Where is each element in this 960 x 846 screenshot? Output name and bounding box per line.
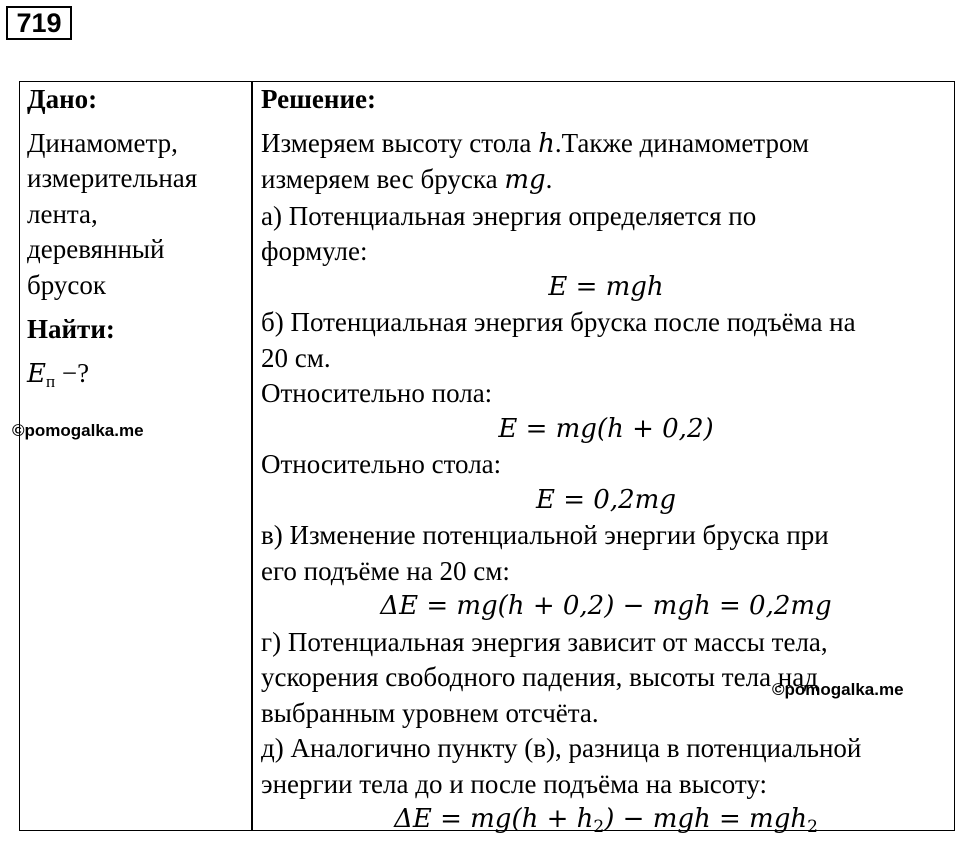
given-header: Дано:: [27, 84, 98, 114]
given-line: деревянный: [27, 234, 165, 264]
formula-subscript: 2: [807, 817, 818, 837]
solution-text-line: Относительно стола:: [261, 449, 502, 479]
find-expression: [27, 356, 247, 400]
formula-part: ΔE = mg(h + h: [394, 804, 594, 834]
solution-text-line: формуле:: [261, 236, 368, 266]
solution-text-line: выбранным уровнем отсчёта.: [261, 697, 599, 728]
solution-text-line: его подъёме на 20 см:: [261, 555, 510, 586]
problem-number: 719: [6, 6, 72, 40]
formula-subscript: 2: [593, 817, 605, 837]
solution-text-line: [261, 162, 951, 199]
watermark: ©pomogalka.me: [772, 680, 904, 699]
solution-text-line: Относительно пола:: [261, 378, 493, 408]
watermark: ©pomogalka.me: [12, 421, 144, 440]
find-subscript: п: [45, 371, 56, 391]
formula: [261, 802, 951, 846]
given-column: [27, 81, 247, 399]
text-span: измеряем вес бруска: [261, 164, 505, 194]
solution-column: [261, 81, 951, 846]
math-var: h: [538, 128, 555, 159]
find-question: −?: [55, 357, 90, 388]
column-divider: [251, 81, 253, 831]
formula: E = 0,2mg: [536, 484, 676, 515]
solution-text-line: ускорения свободного падения, высоты тела над: [261, 662, 818, 692]
solution-text-line: д) Аналогично пункту (в), разница в потенциальной: [261, 733, 862, 763]
solution-text-line: [261, 126, 951, 163]
text-span: .: [545, 164, 553, 194]
formula: ΔE = mg(h + 0,2) − mgh = 0,2mg: [380, 591, 832, 621]
solution-text-line: б) Потенциальная энергия бруска после подъёма на: [261, 307, 856, 337]
formula-part: ) − mgh = mgh: [604, 804, 808, 834]
given-line: измерительная: [27, 163, 198, 193]
formula: E = mgh: [548, 271, 664, 302]
given-line: лента,: [27, 198, 98, 229]
given-line: Динамометр,: [27, 127, 178, 158]
text-span: .Также динамометром: [554, 127, 810, 158]
solution-text-line: энергии тела до и после подъёма на высоту:: [261, 768, 768, 799]
formula: E = mg(h + 0,2): [498, 413, 714, 444]
solution-text-line: в) Изменение потенциальной энергии бруска при: [261, 520, 829, 550]
find-variable: E: [27, 358, 46, 389]
solution-text-line: а) Потенциальная энергия определяется по: [261, 200, 757, 231]
solution-text-line: г) Потенциальная энергия зависит от массы тела,: [261, 626, 828, 657]
math-var: mg: [504, 165, 546, 195]
given-line: брусок: [27, 269, 106, 300]
text-span: Измеряем высоту стола: [261, 127, 539, 158]
solution-text-line: 20 см.: [261, 342, 331, 373]
find-header: Найти:: [27, 314, 115, 344]
solution-header: Решение:: [261, 84, 376, 114]
